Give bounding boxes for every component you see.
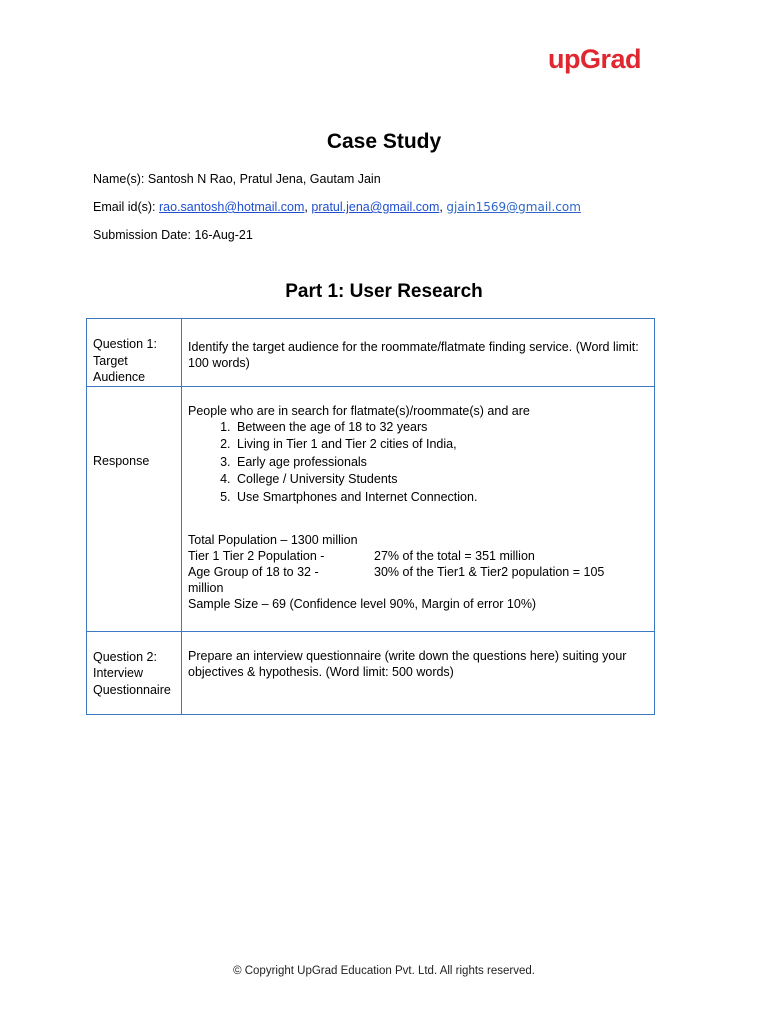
q2-label-line1: Question 2: — [93, 649, 157, 664]
part-title: Part 1: User Research — [285, 281, 483, 302]
list-item: 3. Early age professionals — [234, 454, 647, 472]
age-group-label: Age Group of 18 to 32 - — [188, 565, 319, 579]
date-label: Submission Date: — [93, 228, 191, 242]
names-line — [93, 171, 381, 187]
list-item: 5. Use Smartphones and Internet Connection. — [234, 489, 647, 507]
list-item: 2. Living in Tier 1 and Tier 2 cities of India, — [234, 436, 647, 454]
page-title: Case Study — [326, 130, 442, 153]
submission-date-line — [93, 227, 253, 243]
question-2-label-cell — [87, 631, 182, 714]
age-group-value: 30% of the Tier1 & Tier2 population = 105 — [374, 565, 605, 579]
email-label: Email id(s): — [93, 200, 156, 214]
audience-list — [188, 419, 647, 507]
q1-label-line3: Audience — [93, 370, 146, 384]
q1-label-line1: Question 1: — [93, 337, 157, 351]
copyright-footer: © Copyright UpGrad Education Pvt. Ltd. All rights reserved. — [233, 965, 535, 977]
response-content-cell — [182, 386, 655, 631]
email-link-gautam[interactable]: gjain1569@gmail.com — [446, 200, 581, 214]
tier-population-value: 27% of the total = 351 million — [374, 549, 535, 563]
list-item: 4. College / University Students — [234, 471, 647, 489]
q1-label-line2: Target — [93, 353, 128, 368]
email-link-pratul[interactable]: pratul.jena@gmail.com — [311, 200, 440, 214]
tier-population-row — [188, 548, 647, 564]
q1-text: Identify the target audience for the roommate/flatmate finding service. (Word limit: 100 words) — [188, 340, 639, 370]
table-row — [87, 386, 655, 631]
email-separator: , — [304, 200, 308, 214]
total-population: Total Population – 1300 million — [188, 533, 358, 547]
response-label-cell — [87, 386, 182, 631]
q2-label-line3: Questionnaire — [93, 682, 171, 697]
q2-text: Prepare an interview questionnaire (write down the questions here) suiting your objectives & hypothesis. (Word limit: 500 words) — [188, 648, 627, 679]
names-value: Santosh N Rao, Pratul Jena, Gautam Jain — [147, 172, 381, 186]
response-intro: People who are in search for flatmate(s)/roommate(s) and are — [188, 403, 530, 418]
email-separator: , — [439, 200, 443, 214]
names-label: Name(s): — [93, 172, 145, 186]
list-item: 1. Between the age of 18 to 32 years — [234, 419, 647, 437]
response-label: Response — [93, 453, 150, 468]
question-1-label-cell — [87, 319, 182, 387]
emails-line — [93, 199, 581, 215]
sample-size: Sample Size – 69 (Confidence level 90%, Margin of error 10%) — [188, 597, 537, 611]
question-1-text-cell — [182, 319, 655, 387]
research-table — [86, 318, 655, 715]
email-link-santosh[interactable]: rao.santosh@hotmail.com — [159, 200, 305, 214]
upgrad-logo: upGrad — [548, 44, 642, 74]
age-group-value-cont: million — [188, 581, 224, 595]
table-row — [87, 631, 655, 714]
tier-population-label: Tier 1 Tier 2 Population - — [188, 549, 325, 563]
age-group-row — [188, 564, 647, 580]
question-2-text-cell — [182, 631, 655, 714]
table-row — [87, 319, 655, 387]
date-value: 16-Aug-21 — [194, 228, 253, 242]
q2-label-line2: Interview — [93, 666, 144, 680]
